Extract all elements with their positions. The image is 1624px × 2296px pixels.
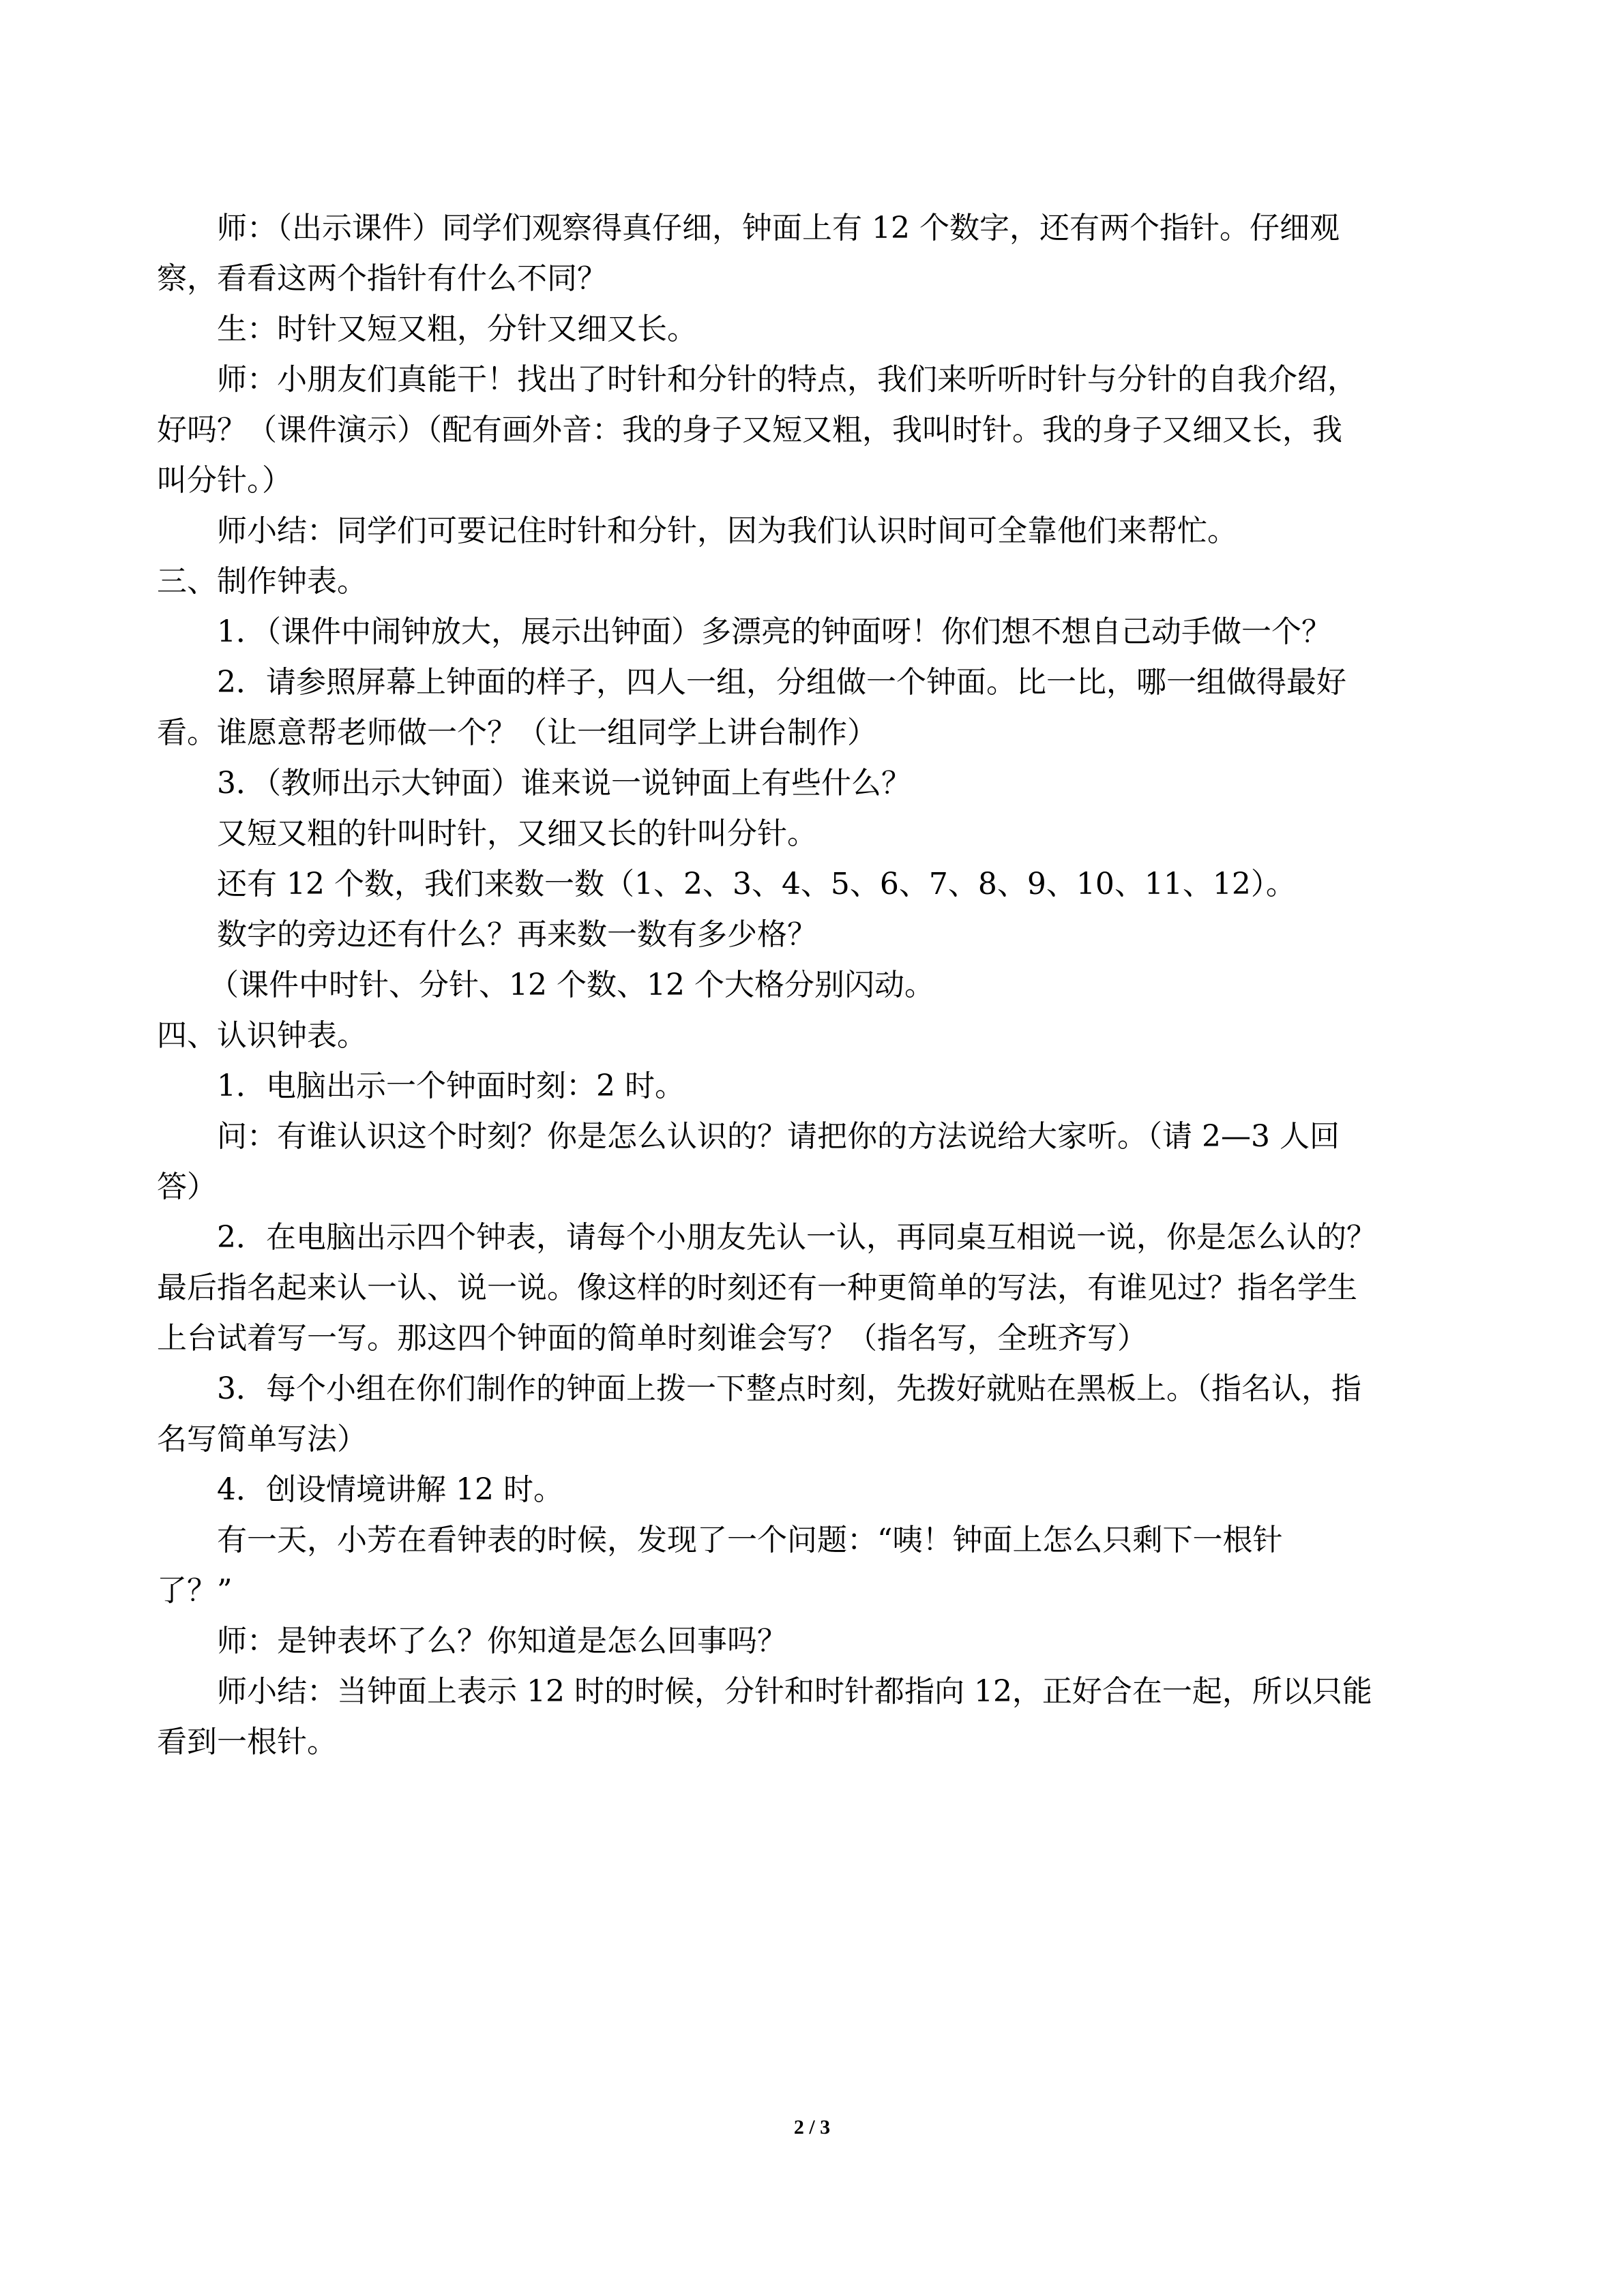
list-item — [157, 1212, 1466, 1364]
text-line: 还有 12 个数，我们来数一数（1、2、3、4、5、6、7、8、9、10、11、12）。 — [217, 867, 1296, 901]
text-line: 上台试着写一写。那这四个钟面的简单时刻谁会写？（指名写，全班齐写） — [157, 1321, 1147, 1356]
section-heading — [157, 1011, 1466, 1061]
text-line: 叫分针。） — [157, 463, 292, 498]
text-line: 名写简单写法） — [157, 1422, 367, 1457]
text-line: 看。谁愿意帮老师做一个？（让一组同学上讲台制作） — [157, 715, 877, 750]
list-item — [157, 758, 1466, 809]
text-line: 答） — [157, 1169, 217, 1204]
paragraph — [157, 304, 1466, 355]
page-number: 2 / 3 — [793, 2116, 831, 2138]
text-line: 三、制作钟表。 — [157, 564, 367, 599]
text-line: 3．每个小组在你们制作的钟面上拨一下整点时刻，先拨好就贴在黑板上。（指名认，指 — [217, 1371, 1361, 1406]
text-line: 看到一根针。 — [157, 1725, 337, 1759]
text-line: 2．请参照屏幕上钟面的样子，四人一组，分组做一个钟面。比一比，哪一组做得最好 — [217, 665, 1346, 700]
text-line: （课件中时针、分针、12 个数、12 个大格分别闪动。 — [209, 968, 934, 1002]
text-line: 四、认识钟表。 — [157, 1018, 367, 1053]
text-line: 师：是钟表坏了么？你知道是怎么回事吗？ — [217, 1624, 787, 1658]
text-line: 生：时针又短又粗，分针又细又长。 — [217, 312, 697, 346]
text-line: 2．在电脑出示四个钟表，请每个小朋友先认一认，再同桌互相说一说，你是怎么认的？ — [217, 1220, 1376, 1255]
text-line: 师小结：当钟面上表示 12 时的时候，分针和时针都指向 12，正好合在一起，所以只能 — [217, 1674, 1372, 1709]
list-item — [157, 1364, 1466, 1465]
text-line: 1．电脑出示一个钟面时刻：2 时。 — [217, 1069, 685, 1103]
paragraph — [157, 203, 1466, 304]
paragraph — [157, 355, 1466, 506]
paragraph — [157, 910, 1466, 960]
paragraph — [157, 1616, 1466, 1667]
paragraph — [157, 859, 1466, 910]
text-line: 师：（出示课件）同学们观察得真仔细，钟面上有 12 个数字，还有两个指针。仔细观 — [217, 211, 1340, 245]
list-item — [157, 607, 1466, 657]
text-line: 好吗？（课件演示）（配有画外音：我的身子又短又粗，我叫时针。我的身子又细又长，我 — [157, 413, 1342, 447]
text-line: 4．创设情境讲解 12 时。 — [217, 1472, 563, 1507]
text-line: 有一天，小芳在看钟表的时候，发现了一个问题：“咦！钟面上怎么只剩下一根针 — [217, 1523, 1283, 1557]
paragraph — [157, 809, 1466, 859]
section-heading — [157, 556, 1466, 607]
list-item — [157, 657, 1466, 758]
text-line: 1．（课件中闹钟放大，展示出钟面）多漂亮的钟面呀！你们想不想自己动手做一个？ — [217, 614, 1331, 649]
text-line: 师小结：同学们可要记住时针和分针，因为我们认识时间可全靠他们来帮忙。 — [217, 513, 1237, 548]
text-line: 又短又粗的针叫时针，又细又长的针叫分针。 — [217, 816, 817, 851]
list-item — [157, 1465, 1466, 1515]
text-line: 问：有谁认识这个时刻？你是怎么认识的？请把你的方法说给大家听。（请 2—3 人回 — [217, 1119, 1340, 1154]
paragraph — [157, 1667, 1466, 1768]
text-line: 最后指名起来认一认、说一说。像这样的时刻还有一种更简单的写法，有谁见过？指名学生 — [157, 1270, 1357, 1305]
text-line: 了？” — [157, 1573, 233, 1608]
text-line: 察，看看这两个指针有什么不同？ — [157, 261, 607, 296]
paragraph — [157, 506, 1466, 556]
text-line: 师：小朋友们真能干！找出了时针和分针的特点，我们来听听时针与分针的自我介绍， — [217, 362, 1357, 397]
document-body — [157, 203, 1466, 1768]
text-line: 数字的旁边还有什么？再来数一数有多少格？ — [217, 917, 817, 952]
paragraph — [157, 1515, 1466, 1616]
list-item — [157, 1061, 1466, 1112]
text-line: 3．（教师出示大钟面）谁来说一说钟面上有些什么？ — [217, 766, 911, 801]
paragraph — [157, 1112, 1466, 1212]
paragraph — [157, 960, 1466, 1011]
